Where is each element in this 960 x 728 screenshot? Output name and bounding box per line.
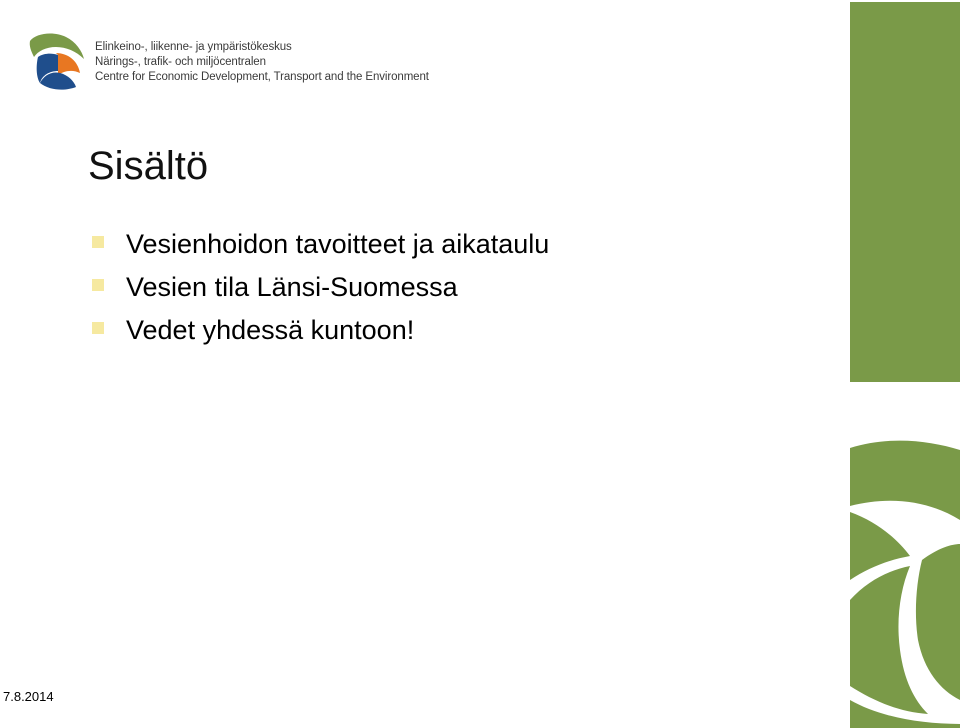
bullet-item — [92, 228, 549, 271]
bullet-text: Vesienhoidon tavoitteet ja aikataulu — [126, 229, 550, 259]
organization-names — [95, 40, 429, 85]
org-name-fi: Elinkeino-, liikenne- ja ympäristökeskus — [95, 41, 292, 53]
decorative-leaf-band — [848, 0, 960, 728]
bullet-list — [92, 228, 549, 357]
org-name-sv: Närings-, trafik- och miljöcentralen — [95, 56, 266, 68]
square-bullet-icon — [92, 279, 104, 291]
org-name-en: Centre for Economic Development, Transport and the Environment — [95, 71, 429, 83]
bullet-item — [92, 271, 549, 314]
slide-title: Sisältö — [88, 144, 209, 188]
slide-date: 7.8.2014 — [3, 689, 54, 704]
bullet-text: Vedet yhdessä kuntoon! — [126, 315, 415, 345]
ely-centre-logo-icon — [26, 31, 88, 93]
square-bullet-icon — [92, 322, 104, 334]
square-bullet-icon — [92, 236, 104, 248]
bullet-text: Vesien tila Länsi-Suomessa — [126, 272, 458, 302]
bullet-item — [92, 314, 549, 357]
